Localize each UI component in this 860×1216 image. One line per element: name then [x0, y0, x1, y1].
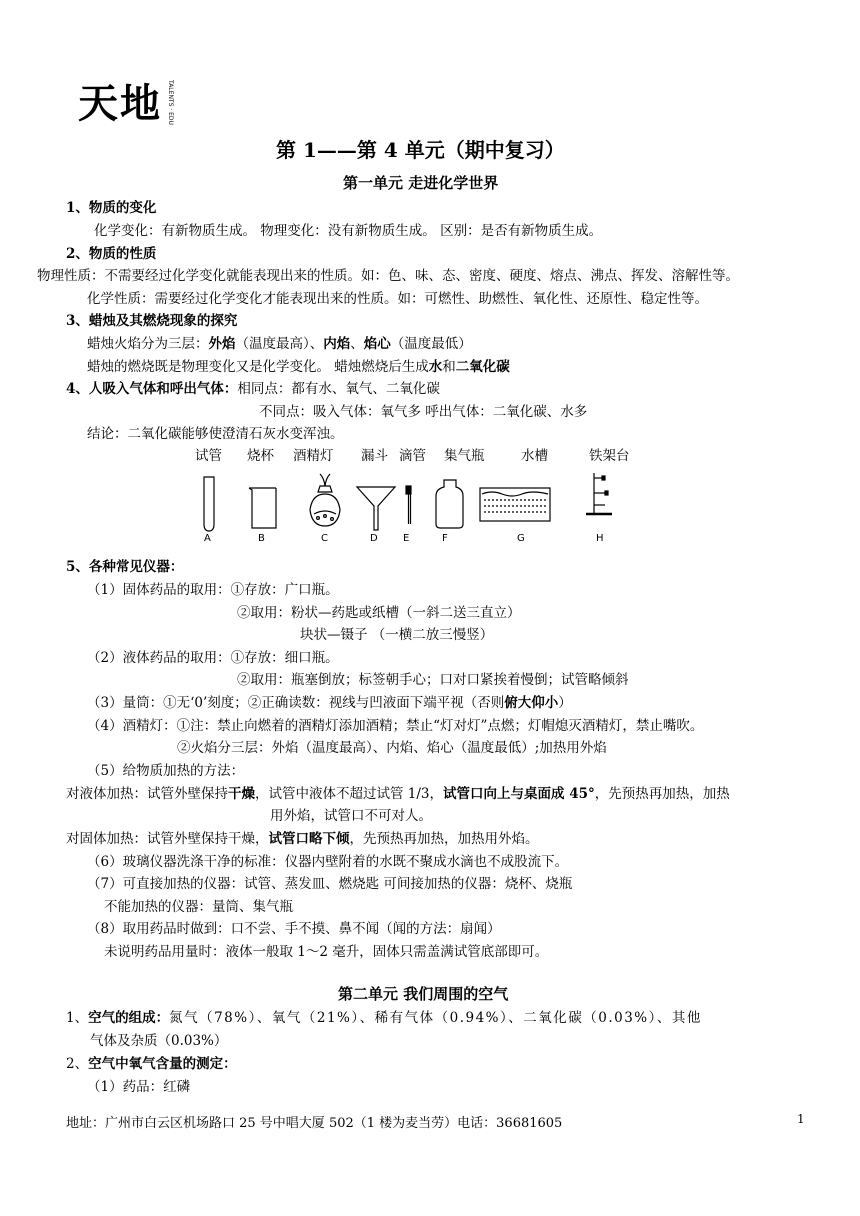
- u2-s2-p1: （1）药品：红磷: [87, 1079, 191, 1095]
- apparatus-letter-h: H: [596, 533, 604, 544]
- s5-p8a: （8）取用药品时做到：口不尝、手不摸、鼻不闻（闻的方法：扇闻）: [87, 921, 501, 937]
- logo-subtext: TALENTS · EDU: [167, 80, 174, 125]
- apparatus-name-g: 水槽: [521, 448, 548, 464]
- page-title: 第 1——第 4 单元（期中复习）: [276, 138, 565, 162]
- funnel-icon: [357, 487, 395, 530]
- s2-line1: 物理性质：不需要经过化学变化就能表现出来的性质。如：色、味、态、密度、硬度、熔点、沸点、挥发、溶解性等。: [37, 268, 739, 284]
- s5-p4b: ②火焰分三层：外焰（温度最高）、内焰、焰心（温度最低）;加热用外焰: [177, 740, 607, 756]
- s2-title: 2、物质的性质: [66, 246, 157, 262]
- apparatus-name-f: 集气瓶: [444, 448, 485, 464]
- unit1-heading: 第一单元 走进化学世界: [343, 174, 499, 192]
- s5-p2b: ②取用：瓶塞倒放；标签朝手心；口对口紧挨着慢倒；试管略倾斜: [237, 672, 629, 688]
- apparatus-letter-e: E: [403, 533, 410, 544]
- apparatus-name-e: 滴管: [399, 448, 426, 464]
- apparatus-name-a: 试管: [195, 448, 222, 464]
- s1-title: 1、物质的变化: [66, 200, 157, 216]
- s5-p1b: ②取用：粉状—药匙或纸槽（一斜二送三直立）: [237, 605, 521, 621]
- apparatus-name-b: 烧杯: [247, 448, 274, 464]
- s5-p1a: （1）固体药品的取用：①存放：广口瓶。: [87, 582, 339, 598]
- apparatus-letter-c: C: [321, 533, 328, 544]
- s5-liquid-heating: 对液体加热：试管外壁保持干燥，试管中液体不超过试管 1/3，试管口向上与桌面成 45°，先预热再加热，加热: [66, 786, 730, 802]
- page-number: 1: [797, 1112, 805, 1126]
- s2-line2: 化学性质：需要经过化学变化才能表现出来的性质。如：可燃性、助燃性、氧化性、还原性、稳定性等。: [87, 291, 708, 307]
- dropper-icon: [406, 486, 411, 524]
- apparatus-name-c: 酒精灯: [293, 448, 334, 464]
- iron-stand-icon: [586, 473, 612, 514]
- s5-p3: （3）量筒：①无‘0’刻度；②正确读数：视线与凹液面下端平视（否则俯大仰小）: [87, 695, 572, 711]
- s5-p2a: （2）液体药品的取用：①存放：细口瓶。: [87, 650, 339, 666]
- gas-jar-icon: [436, 480, 463, 528]
- s5-p1c: 块状—镊子 （一横二放三慢竖）: [300, 627, 494, 643]
- alcohol-lamp-icon: [310, 474, 340, 526]
- apparatus-figure: [0, 0, 860, 560]
- s3-title: 3、蜡烛及其燃烧现象的探究: [66, 313, 238, 329]
- s5-p4a: （4）酒精灯：①注：禁止向燃着的酒精灯添加酒精；禁止“灯对灯”点燃；灯帽熄灭酒精灯，禁止嘴吹。: [87, 718, 704, 734]
- s5-p8b: 未说明药品用量时：液体一般取 1～2 毫升，固体只需盖满试管底部即可。: [104, 944, 549, 960]
- u2-s1: 1、空气的组成：氮气（78%）、氧气（21%）、稀有气体（0.94%）、二氧化碳（0.03%）、其他: [66, 1010, 702, 1026]
- s3-line1: 蜡烛火焰分为三层：外焰（温度最高）、内焰、焰心（温度最低）: [87, 336, 472, 352]
- footer-address: 地址：广州市白云区机场路口 25 号中唱大厦 502（1 楼为麦当劳）电话：36681605: [66, 1116, 563, 1131]
- s5-p5: （5）给物质加热的方法：: [87, 763, 245, 779]
- apparatus-name-h: 铁架台: [589, 448, 630, 464]
- s5-liquid-heating-2: 用外焰，试管口不可对人。: [270, 808, 432, 824]
- test-tube-icon: [204, 477, 214, 531]
- u2-s1-cont: 气体及杂质（0.03%）: [90, 1033, 228, 1049]
- logo-text: 天地: [78, 81, 162, 127]
- apparatus-letter-d: D: [370, 533, 378, 544]
- s5-p7b: 不能加热的仪器：量筒、集气瓶: [104, 899, 293, 915]
- apparatus-letter-g: G: [517, 533, 525, 544]
- s4-line2: 不同点：吸入气体：氧气多 呼出气体：二氧化碳、水多: [259, 404, 588, 420]
- s5-title: 5、各种常见仪器：: [66, 559, 184, 575]
- apparatus-name-d: 漏斗: [361, 448, 388, 464]
- s3-line2: 蜡烛的燃烧既是物理变化又是化学变化。 蜡烛燃烧后生成水和二氧化碳: [87, 359, 510, 375]
- apparatus-letter-a: A: [204, 533, 211, 544]
- water-trough-icon: [480, 488, 550, 521]
- s5-p7a: （7）可直接加热的仪器：试管、蒸发皿、燃烧匙 可间接加热的仪器：烧杯、烧瓶: [87, 876, 573, 892]
- s5-solid-heating: 对固体加热：试管外壁保持干燥，试管口略下倾，先预热再加热，加热用外焰。: [66, 831, 539, 847]
- apparatus-letter-f: F: [442, 533, 448, 544]
- apparatus-letter-b: B: [258, 533, 265, 544]
- s5-p6: （6）玻璃仪器洗涤干净的标准：仪器内壁附着的水既不聚成水滴也不成股流下。: [87, 854, 569, 870]
- u2-s2: 2、空气中氧气含量的测定：: [66, 1056, 237, 1072]
- unit2-heading: 第二单元 我们周围的空气: [338, 985, 509, 1003]
- beaker-icon: [249, 488, 276, 528]
- s1-line: 化学变化：有新物质生成。 物理变化：没有新物质生成。 区别：是否有新物质生成。: [94, 223, 603, 239]
- s4-line1: 4、人吸入气体和呼出气体：相同点：都有水、氧气、二氧化碳: [66, 381, 440, 397]
- s4-line3: 结论：二氧化碳能够使澄清石灰水变浑浊。: [87, 426, 344, 442]
